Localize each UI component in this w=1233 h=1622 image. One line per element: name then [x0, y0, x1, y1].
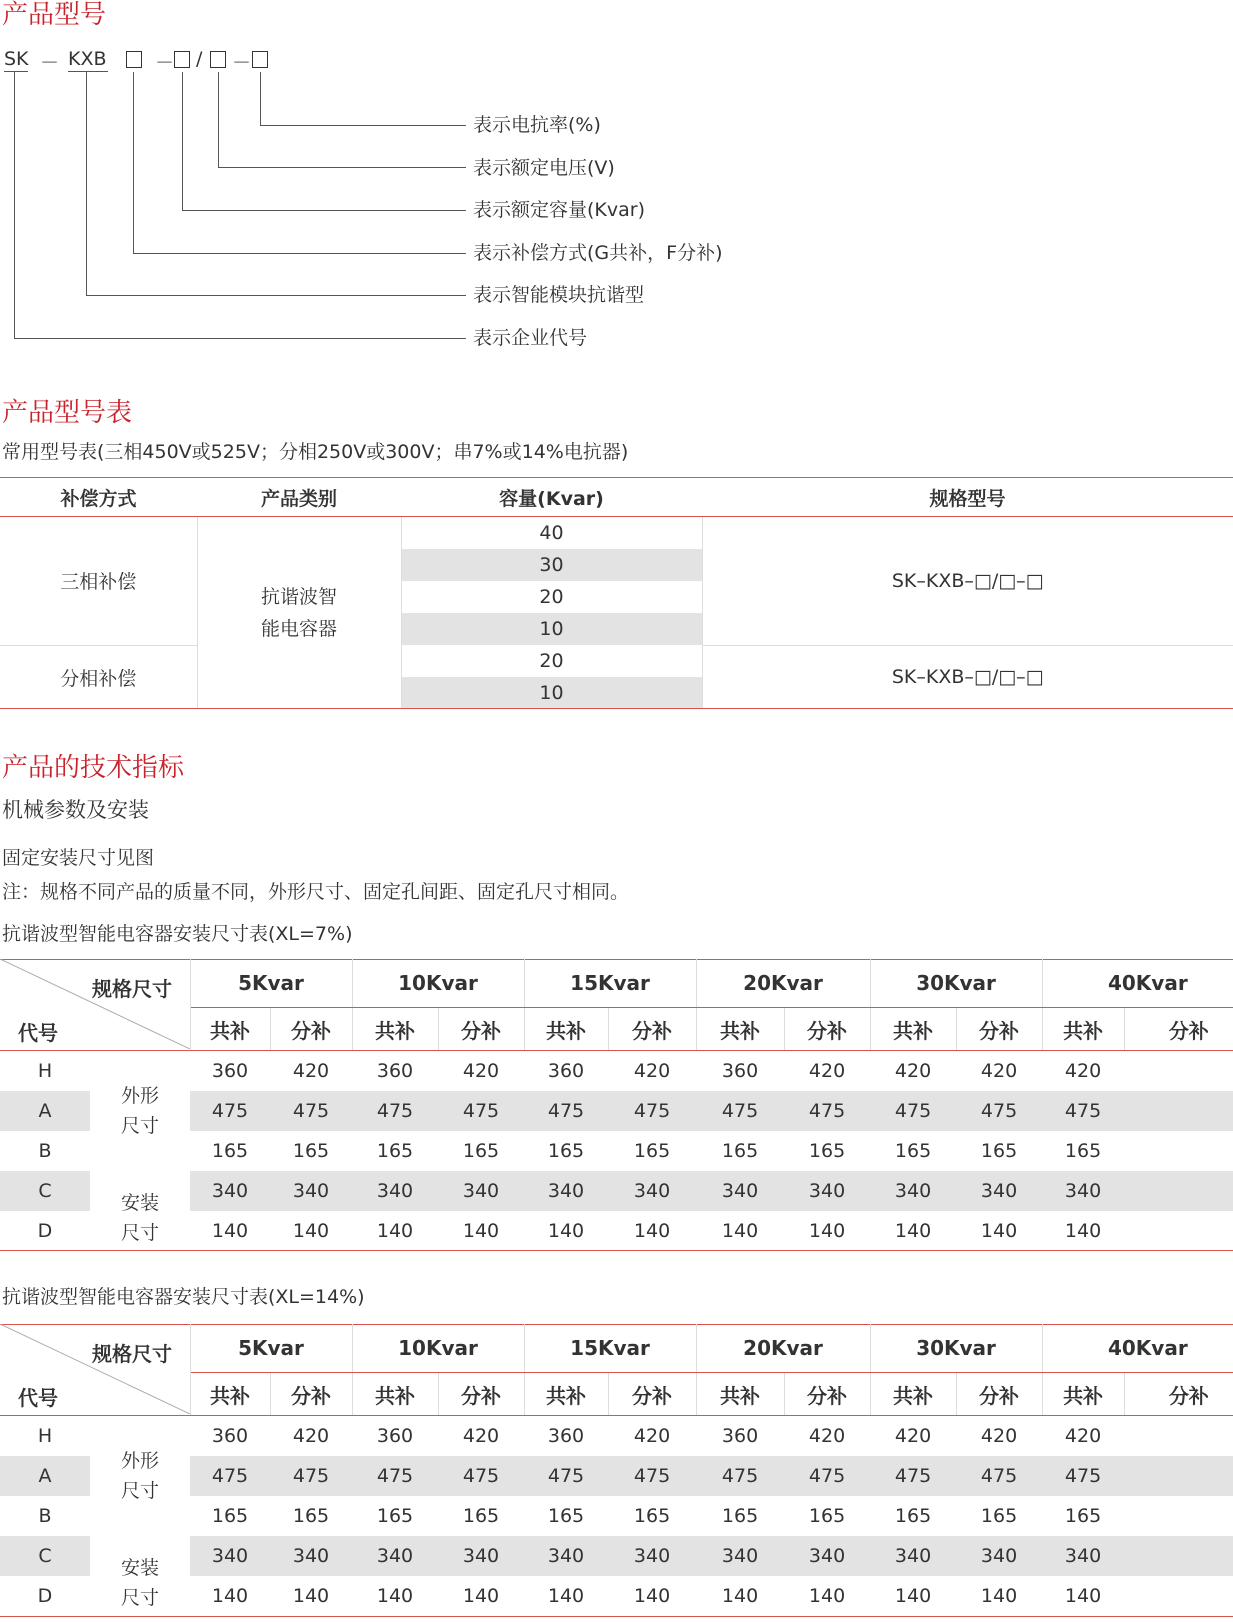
dimension-value: 475 — [270, 1456, 352, 1496]
dimension-value: 140 — [462, 1220, 500, 1242]
product-category — [197, 517, 401, 710]
split-comp-header: 分补 — [270, 1373, 352, 1416]
dimension-value: 340 — [696, 1171, 784, 1211]
capacity-cell: 10 — [401, 613, 702, 645]
dimension-value: 340 — [438, 1171, 524, 1211]
dimension-value: 165 — [292, 1505, 330, 1527]
dimension-value: 340 — [696, 1536, 784, 1576]
dimension-value: 475 — [190, 1456, 270, 1496]
code-placeholder-box — [126, 50, 142, 72]
dimension-value: 165 — [462, 1505, 500, 1527]
row-code: B — [38, 1505, 52, 1527]
capacity-cell: 40 — [401, 517, 702, 550]
capacity-cell: 10 — [401, 677, 702, 709]
kvar-header: 5Kvar — [190, 1324, 352, 1373]
dimension-value: 165 — [211, 1140, 249, 1162]
dimension-value: 360 — [211, 1060, 249, 1082]
common-comp-header: 共补 — [524, 1373, 608, 1416]
capacity-cell: 30 — [401, 549, 702, 581]
dimension-value: 340 — [524, 1536, 608, 1576]
dimension-value: 140 — [292, 1220, 330, 1242]
section-title-model-table: 产品型号表 — [2, 398, 133, 428]
row-code: A — [0, 1091, 90, 1131]
dimension-value: 140 — [808, 1585, 846, 1607]
dimension-value: 140 — [211, 1220, 249, 1242]
dimension-value: 140 — [980, 1220, 1018, 1242]
split-comp-header: 分补 — [438, 1373, 524, 1416]
dimension-value: 165 — [211, 1505, 249, 1527]
kvar-header: 40Kvar — [1042, 959, 1233, 1008]
dimension-value: 140 — [808, 1220, 846, 1242]
legend-company-code: 表示企业代号 — [473, 327, 588, 349]
code-dash: － — [155, 52, 175, 74]
group-install-dim — [90, 1171, 190, 1251]
group-label: 尺寸 — [120, 1115, 159, 1137]
header-product-category: 产品类别 — [197, 478, 401, 517]
spec-note: 注：规格不同产品的质量不同，外形尺寸、固定孔间距、固定孔尺寸相同。 — [2, 881, 630, 903]
common-comp-header: 共补 — [870, 1008, 956, 1051]
dimension-value: 165 — [376, 1140, 414, 1162]
group-install-dim — [90, 1536, 190, 1616]
legend-reactance-rate: 表示电抗率(%) — [473, 114, 601, 136]
dimension-value: 340 — [190, 1171, 270, 1211]
dimension-value: 420 — [980, 1425, 1018, 1447]
common-comp-header: 共补 — [696, 1008, 784, 1051]
dimension-value: 165 — [1064, 1505, 1102, 1527]
group-outer-dim — [90, 1416, 190, 1537]
dimension-value: 360 — [211, 1425, 249, 1447]
corner-code-label: 代号 — [18, 1021, 58, 1045]
dimension-value: 140 — [1064, 1585, 1102, 1607]
dimension-value: 340 — [270, 1171, 352, 1211]
dimension-value: 475 — [956, 1091, 1042, 1131]
kvar-header: 30Kvar — [870, 959, 1042, 1008]
dimension-value: 475 — [1042, 1091, 1124, 1131]
dimension-value: 420 — [980, 1060, 1018, 1082]
split-comp-header: 分补 — [438, 1008, 524, 1051]
code-part-kxb: KXB — [68, 48, 107, 70]
dimension-value: 140 — [721, 1585, 759, 1607]
row-code: C — [0, 1171, 90, 1211]
group-outer-dim — [90, 1051, 190, 1172]
code-placeholder-box — [210, 50, 226, 72]
group-label: 尺寸 — [120, 1480, 159, 1502]
header-compensation-mode: 补偿方式 — [0, 478, 197, 517]
common-comp-header: 共补 — [524, 1008, 608, 1051]
dimension-value: 165 — [547, 1505, 585, 1527]
divider — [0, 1616, 1233, 1617]
common-comp-header: 共补 — [870, 1373, 956, 1416]
section-title-model: 产品型号 — [2, 0, 107, 30]
dimension-value — [1124, 1091, 1233, 1131]
dimension-value: 165 — [721, 1140, 759, 1162]
table-corner — [0, 959, 190, 1051]
dimension-value: 340 — [190, 1536, 270, 1576]
dimension-value: 340 — [956, 1536, 1042, 1576]
dimension-value: 165 — [894, 1505, 932, 1527]
capacity-cell: 20 — [401, 581, 702, 613]
dimension-value: 340 — [608, 1171, 696, 1211]
kvar-header: 30Kvar — [870, 1324, 1042, 1373]
dimension-value: 475 — [870, 1091, 956, 1131]
header-spec-model: 规格型号 — [702, 478, 1233, 517]
dimension-value: 340 — [870, 1171, 956, 1211]
dimension-value: 360 — [376, 1425, 414, 1447]
dimension-value — [1124, 1171, 1233, 1211]
code-underline — [68, 71, 108, 72]
dimension-value: 165 — [980, 1140, 1018, 1162]
dimension-value — [1124, 1496, 1233, 1536]
row-code: D — [37, 1220, 53, 1242]
dimension-value: 165 — [462, 1140, 500, 1162]
dimension-value: 475 — [352, 1456, 438, 1496]
dimension-value: 420 — [894, 1425, 932, 1447]
common-comp-header: 共补 — [1042, 1008, 1124, 1051]
dimension-value: 140 — [633, 1585, 671, 1607]
dimension-value: 360 — [376, 1060, 414, 1082]
dimension-value: 140 — [1064, 1220, 1102, 1242]
dimension-table — [0, 959, 1233, 1251]
dimension-value: 140 — [633, 1220, 671, 1242]
common-comp-header: 共补 — [1042, 1373, 1124, 1416]
split-comp-header: 分补 — [1124, 1008, 1233, 1051]
dimension-value: 420 — [1064, 1425, 1102, 1447]
dimension-value: 475 — [270, 1091, 352, 1131]
spec-three-phase: SK–KXB–□/□–□ — [702, 517, 1233, 646]
group-label: 外形 — [120, 1085, 159, 1107]
dimension-value: 340 — [270, 1536, 352, 1576]
corner-spec-label: 规格尺寸 — [92, 1342, 172, 1366]
dimension-value: 340 — [352, 1171, 438, 1211]
code-slash: / — [196, 48, 203, 70]
corner-spec-label: 规格尺寸 — [92, 977, 172, 1001]
common-comp-header: 共补 — [190, 1373, 270, 1416]
common-comp-header: 共补 — [352, 1373, 438, 1416]
split-comp-header: 分补 — [608, 1373, 696, 1416]
row-code: H — [37, 1060, 53, 1082]
split-comp-header: 分补 — [784, 1008, 870, 1051]
row-code: H — [37, 1425, 53, 1447]
dim-table-caption-14: 抗谐波型智能电容器安装尺寸表(XL=14%) — [2, 1286, 365, 1308]
legend-compensation-mode: 表示补偿方式(G共补，F分补) — [473, 242, 723, 264]
dimension-value: 140 — [292, 1585, 330, 1607]
code-placeholder-box — [252, 50, 268, 72]
spec-split-phase: SK–KXB–□/□–□ — [891, 666, 1044, 689]
kvar-header: 40Kvar — [1042, 1324, 1233, 1373]
dimension-value: 340 — [1042, 1171, 1124, 1211]
dimension-value: 340 — [784, 1536, 870, 1576]
dimension-table — [0, 1324, 1233, 1616]
model-table-subtitle: 常用型号表(三相450V或525V；分相250V或300V；串7%或14%电抗器) — [2, 441, 629, 463]
dimension-value: 165 — [633, 1140, 671, 1162]
dimension-value — [1124, 1536, 1233, 1576]
dimension-value: 475 — [352, 1091, 438, 1131]
install-dim-note: 固定安装尺寸见图 — [2, 847, 155, 869]
dimension-value: 420 — [462, 1060, 500, 1082]
dimension-value: 475 — [190, 1091, 270, 1131]
dimension-value: 340 — [524, 1171, 608, 1211]
row-code: C — [0, 1536, 90, 1576]
kvar-header: 15Kvar — [524, 959, 696, 1008]
dimension-value: 165 — [808, 1140, 846, 1162]
dimension-value: 165 — [808, 1505, 846, 1527]
dimension-value: 360 — [547, 1425, 585, 1447]
split-comp-header: 分补 — [956, 1373, 1042, 1416]
dimension-value — [1124, 1131, 1233, 1171]
code-dash: － — [40, 52, 60, 74]
dimension-value: 165 — [894, 1140, 932, 1162]
dimension-value: 475 — [524, 1456, 608, 1496]
legend-rated-capacity: 表示额定容量(Kvar) — [473, 199, 645, 221]
split-comp-header: 分补 — [784, 1373, 870, 1416]
dimension-value: 420 — [1064, 1060, 1102, 1082]
dimension-value: 420 — [292, 1425, 330, 1447]
dimension-value: 340 — [608, 1536, 696, 1576]
dimension-value: 140 — [462, 1585, 500, 1607]
model-table — [0, 478, 1233, 709]
dimension-value: 140 — [980, 1585, 1018, 1607]
dimension-value: 140 — [376, 1220, 414, 1242]
dimension-value: 140 — [894, 1585, 932, 1607]
group-label: 安装 — [120, 1192, 159, 1214]
dimension-value: 165 — [1064, 1140, 1102, 1162]
dimension-value: 340 — [438, 1536, 524, 1576]
mode-split-phase: 分相补偿 — [0, 645, 197, 709]
split-comp-header: 分补 — [956, 1008, 1042, 1051]
table-row — [0, 1416, 1233, 1457]
code-dash: － — [232, 52, 252, 74]
split-comp-header: 分补 — [1124, 1373, 1233, 1416]
kvar-header: 20Kvar — [696, 959, 870, 1008]
dimension-value: 165 — [547, 1140, 585, 1162]
row-code: D — [37, 1585, 53, 1607]
dimension-value: 165 — [292, 1140, 330, 1162]
legend-rated-voltage: 表示额定电压(V) — [473, 157, 615, 179]
dimension-value: 420 — [633, 1425, 671, 1447]
dimension-value: 165 — [376, 1505, 414, 1527]
row-code: A — [0, 1456, 90, 1496]
dimension-value: 475 — [608, 1456, 696, 1496]
dimension-value: 475 — [696, 1091, 784, 1131]
dimension-value: 360 — [721, 1425, 759, 1447]
dimension-value: 140 — [547, 1220, 585, 1242]
dimension-value: 420 — [292, 1060, 330, 1082]
dimension-value — [1124, 1416, 1233, 1457]
code-underline — [4, 71, 28, 72]
capacity-cell: 20 — [401, 645, 702, 677]
kvar-header: 5Kvar — [190, 959, 352, 1008]
dimension-value — [1124, 1456, 1233, 1496]
dimension-value: 420 — [462, 1425, 500, 1447]
dimension-value: 360 — [721, 1060, 759, 1082]
table-corner — [0, 1324, 190, 1416]
dimension-value: 140 — [211, 1585, 249, 1607]
dimension-value: 475 — [956, 1456, 1042, 1496]
common-comp-header: 共补 — [190, 1008, 270, 1051]
dimension-value: 140 — [894, 1220, 932, 1242]
dimension-value — [1124, 1211, 1233, 1251]
dimension-value — [1124, 1051, 1233, 1092]
dimension-value: 475 — [1042, 1456, 1124, 1496]
dimension-value: 165 — [980, 1505, 1018, 1527]
dimension-value: 420 — [808, 1060, 846, 1082]
common-comp-header: 共补 — [352, 1008, 438, 1051]
dimension-value: 340 — [956, 1171, 1042, 1211]
dimension-value: 475 — [696, 1456, 784, 1496]
group-label: 安装 — [120, 1557, 159, 1579]
row-code: B — [38, 1140, 52, 1162]
dimension-value: 165 — [633, 1505, 671, 1527]
dimension-value: 420 — [633, 1060, 671, 1082]
header-capacity: 容量(Kvar) — [401, 478, 702, 517]
dimension-value: 475 — [870, 1456, 956, 1496]
kvar-header: 10Kvar — [352, 959, 524, 1008]
dimension-value: 340 — [1042, 1536, 1124, 1576]
group-label: 外形 — [120, 1450, 159, 1472]
section-title-tech-specs: 产品的技术指标 — [2, 753, 185, 783]
dimension-value: 360 — [547, 1060, 585, 1082]
kvar-header: 15Kvar — [524, 1324, 696, 1373]
dim-table-caption-7: 抗谐波型智能电容器安装尺寸表(XL=7%) — [2, 923, 353, 945]
code-part-sk: SK — [4, 48, 29, 70]
kvar-header: 20Kvar — [696, 1324, 870, 1373]
dimension-value: 475 — [438, 1456, 524, 1496]
dimension-value: 340 — [784, 1171, 870, 1211]
mode-three-phase: 三相补偿 — [0, 517, 197, 646]
dimension-value: 340 — [352, 1536, 438, 1576]
table-row — [0, 1171, 1233, 1211]
dimension-value: 140 — [721, 1220, 759, 1242]
dimension-value: 475 — [608, 1091, 696, 1131]
split-comp-header: 分补 — [270, 1008, 352, 1051]
common-comp-header: 共补 — [696, 1373, 784, 1416]
dimension-value: 165 — [721, 1505, 759, 1527]
dimension-value: 420 — [894, 1060, 932, 1082]
group-label: 尺寸 — [120, 1587, 159, 1609]
group-label: 尺寸 — [120, 1222, 159, 1244]
dimension-value: 475 — [784, 1456, 870, 1496]
code-placeholder-box — [174, 50, 190, 72]
dimension-value: 475 — [438, 1091, 524, 1131]
dimension-value: 475 — [524, 1091, 608, 1131]
divider — [0, 1250, 1233, 1251]
category-line: 抗谐波智 — [260, 586, 337, 608]
dimension-value: 140 — [547, 1585, 585, 1607]
legend-smart-module: 表示智能模块抗谐型 — [473, 284, 645, 306]
dimension-value: 340 — [870, 1536, 956, 1576]
split-comp-header: 分补 — [608, 1008, 696, 1051]
kvar-header: 10Kvar — [352, 1324, 524, 1373]
table-row — [0, 1536, 1233, 1576]
dimension-value: 140 — [376, 1585, 414, 1607]
corner-code-label: 代号 — [18, 1386, 58, 1410]
mech-params-heading: 机械参数及安装 — [2, 798, 149, 822]
table-row — [0, 1051, 1233, 1092]
dimension-value: 475 — [784, 1091, 870, 1131]
divider — [0, 708, 1233, 709]
model-table-header — [0, 478, 1233, 517]
dimension-value: 420 — [808, 1425, 846, 1447]
dimension-value — [1124, 1576, 1233, 1616]
category-line: 能电容器 — [260, 618, 337, 640]
